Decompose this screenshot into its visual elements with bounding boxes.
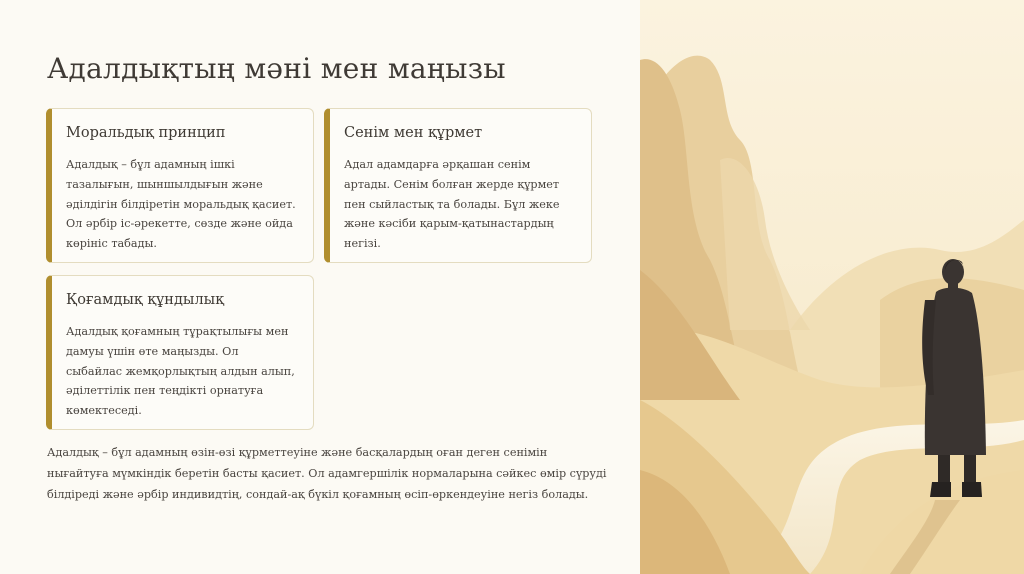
card-trust-respect	[324, 108, 592, 263]
slide-title: Адалдықтың мәні мен маңызы	[47, 52, 506, 85]
card-heading: Сенім мен құрмет	[344, 125, 483, 141]
card-body: Адалдық қоғамның тұрақтылығы мен дамуы үшін өте маңызды. Ол сыбайлас жемқорлықтың алдын алып, әділеттілік пен теңдікті орнатуға көмектеседі.	[66, 325, 295, 418]
card-body: Адал адамдарға әрқашан сенім артады. Сенім болған жерде құрмет пен сыйластық та болады. Бұл жеке және кәсіби қарым-қатынастардың негізі.	[344, 158, 560, 251]
summary-paragraph: Адалдық – бұл адамның өзін-өзі құрметтеуіне және басқалардың оған деген сенімін нығайтуға мүмкіндік беретін басты қасиет. Ол адамгершілік нормаларына сәйкес өмір сүруді білдіреді және әрбір индивидтің, сондай-ақ бүкіл қоғамның өсіп-өркендеуіне негіз болады.	[47, 446, 607, 501]
desert-figure-illustration	[640, 0, 1024, 574]
card-social-value	[46, 275, 314, 430]
card-moral-principle	[46, 108, 314, 263]
card-body: Адалдық – бұл адамның ішкі тазалығын, шыншылдығын және әділдігін білдіретін моральдық қасиет. Ол әрбір іс-әрекетте, сөзде және ойда көрініс табады.	[66, 158, 296, 251]
card-heading: Қоғамдық құндылық	[66, 292, 224, 308]
card-heading: Моральдық принцип	[66, 125, 226, 141]
